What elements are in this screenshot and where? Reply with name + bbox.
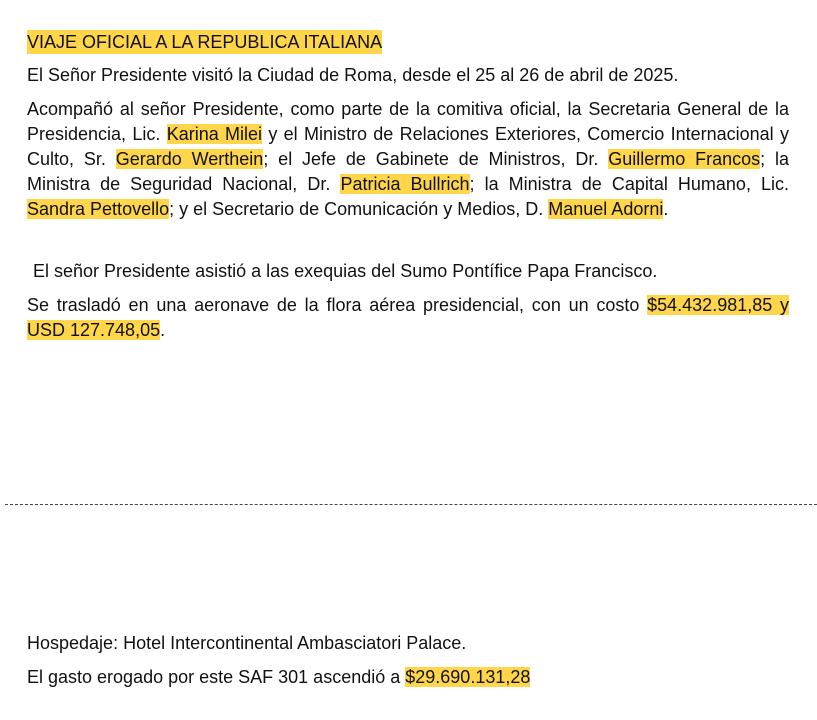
- highlighted-name: Sandra Pettovello: [27, 199, 170, 219]
- highlighted-name: Patricia Bullrich: [340, 174, 470, 194]
- delegation-text: Acompañó al señor Presidente, como parte de la comitiva oficial, la Secretaria General de la Presidencia, Lic.: [27, 99, 789, 144]
- transport-text: Se trasladó en una aeronave de la flora aérea presidencial, con un costo: [27, 295, 648, 315]
- funeral-paragraph: El señor Presidente asistió a las exequias del Sumo Pontífice Papa Francisco.: [33, 261, 658, 281]
- expense-paragraph: [27, 665, 789, 690]
- delegation-text: ; la Ministra de Capital Humano, Lic.: [469, 174, 790, 194]
- highlighted-name: Manuel Adorni: [548, 199, 664, 219]
- delegation-text: ; el Jefe de Gabinete de Ministros, Dr.: [263, 149, 609, 169]
- transport-paragraph: [27, 293, 789, 343]
- dashed-divider: [5, 504, 817, 505]
- highlighted-name: Gerardo Werthein: [115, 149, 264, 169]
- section-title: VIAJE OFICIAL A LA REPUBLICA ITALIANA: [27, 32, 383, 52]
- expense-amount: $29.690.131,28: [405, 667, 531, 687]
- delegation-text: ; y el Secretario de Comunicación y Medios, D.: [169, 199, 549, 219]
- delegation-text: ; la Ministra de Seguridad Nacional, Dr.: [27, 149, 790, 194]
- delegation-text: y el Ministro de Relaciones Exteriores, Comercio Internacional y Culto, Sr.: [27, 124, 789, 169]
- lodging-paragraph: Hospedaje: Hotel Intercontinental Ambasciatori Palace.: [27, 633, 467, 653]
- highlighted-name: Guillermo Francos: [608, 149, 761, 169]
- transport-text: .: [160, 320, 166, 340]
- transport-cost: $54.432.981,85 y USD 127.748,05: [27, 295, 789, 340]
- delegation-text: .: [663, 199, 669, 219]
- visit-paragraph: El Señor Presidente visitó la Ciudad de Roma, desde el 25 al 26 de abril de 2025.: [27, 65, 679, 85]
- expense-text: El gasto erogado por este SAF 301 ascendió a: [27, 667, 406, 687]
- delegation-paragraph: [27, 97, 789, 222]
- highlighted-name: Karina Milei: [166, 124, 263, 144]
